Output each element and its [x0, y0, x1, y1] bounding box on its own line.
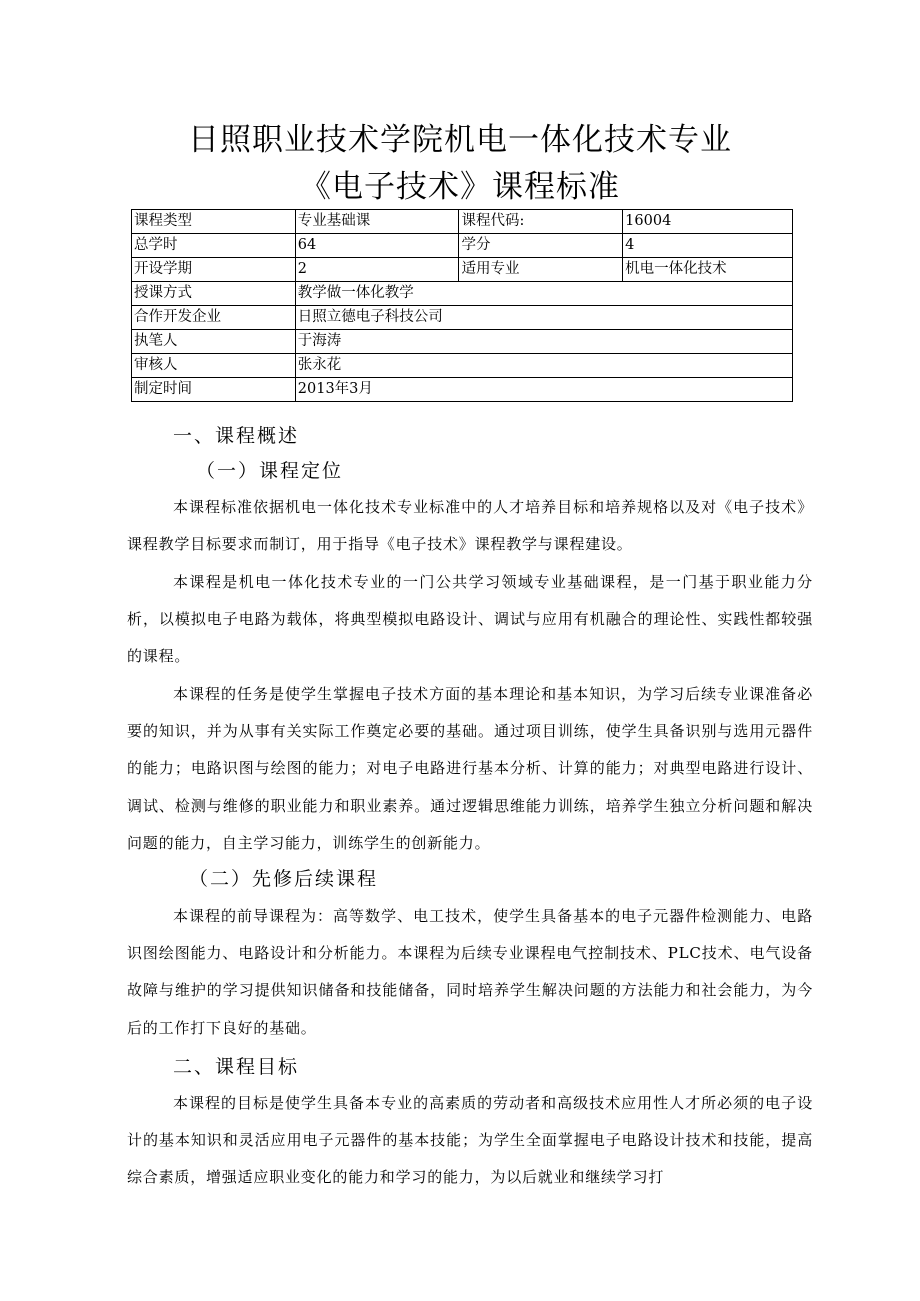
teaching-mode-value: 教学做一体化教学: [295, 282, 792, 306]
document-title-line2: 《电子技术》课程标准: [300, 169, 620, 205]
total-hours-label: 总学时: [132, 234, 296, 258]
section1-heading: 一、课程概述: [173, 425, 300, 447]
section1-sub1-heading: （一）课程定位: [196, 460, 344, 482]
partner-label: 合作开发企业: [132, 306, 296, 330]
paragraph: 本课程的任务是使学生掌握电子技术方面的基本理论和基本知识，为学习后续专业课准备必要的知识，并为从事有关实际工作奠定必要的基础。通过项目训练，使学生具备识别与选用元器件的能力；电路识图与绘图的能力；对电子电路进行基本分析、计算的能力；对典型电路进行设计、调试、检测与维修的职业能力和职业素养。通过逻辑思维能力训练，培养学生独立分析问题和解决问题的能力，自主学习能力，训练学生的创新能力。: [127, 685, 813, 852]
section1-sub2-heading: （二）先修后续课程: [189, 868, 379, 890]
course-info-table: [131, 209, 793, 402]
course-type-label: 课程类型: [132, 210, 296, 234]
paragraph: 本课程是机电一体化技术专业的一门公共学习领域专业基础课程，是一门基于职业能力分析，以模拟电子电路为载体，将典型模拟电路设计、调试与应用有机融合的理论性、实践性都较强的课程。: [127, 573, 813, 666]
table-row: [132, 282, 793, 306]
table-row: [132, 234, 793, 258]
table-row: [132, 378, 793, 402]
paragraph: 本课程标准依据机电一体化技术专业标准中的人才培养目标和培养规格以及对《电子技术》课程教学目标要求而制订，用于指导《电子技术》课程教学与课程建设。: [127, 498, 813, 554]
semester-label: 开设学期: [132, 258, 296, 282]
table-row: [132, 354, 793, 378]
paragraph: 本课程的前导课程为：高等数学、电工技术，使学生具备基本的电子元器件检测能力、电路识图绘图能力、电路设计和分析能力。本课程为后续专业课程电气控制技术、PLC技术、电气设备故障与维护的学习提供知识储备和技能储备，同时培养学生解决问题的方法能力和社会能力，为今后的工作打下良好的基础。: [127, 907, 813, 1037]
table-row: [132, 306, 793, 330]
table-row: [132, 210, 793, 234]
date-label: 制定时间: [132, 378, 296, 402]
course-type-value: 专业基础课: [295, 210, 459, 234]
paragraph: 本课程的目标是使学生具备本专业的高素质的劳动者和高级技术应用性人才所必须的电子设计的基本知识和灵活应用电子元器件的基本技能；为学生全面掌握电子电路设计技术和技能，提高综合素质，增强适应职业变化的能力和学习的能力，为以后就业和继续学习打: [127, 1094, 813, 1187]
course-code-label: 课程代码:: [459, 210, 623, 234]
credits-value: 4: [623, 234, 793, 258]
major-value: 机电一体化技术: [623, 258, 793, 282]
document-title-line1: 日照职业技术学院机电一体化技术专业: [188, 122, 732, 158]
reviewer-value: 张永花: [295, 354, 792, 378]
table-row: [132, 330, 793, 354]
section2-heading: 二、课程目标: [173, 1056, 300, 1078]
date-value: 2013年3月: [295, 378, 792, 402]
reviewer-label: 审核人: [132, 354, 296, 378]
credits-label: 学分: [459, 234, 623, 258]
partner-value: 日照立德电子科技公司: [295, 306, 792, 330]
course-code-value: 16004: [623, 210, 793, 234]
major-label: 适用专业: [459, 258, 623, 282]
total-hours-value: 64: [295, 234, 459, 258]
author-label: 执笔人: [132, 330, 296, 354]
author-value: 于海涛: [295, 330, 792, 354]
teaching-mode-label: 授课方式: [132, 282, 296, 306]
table-row: [132, 258, 793, 282]
semester-value: 2: [295, 258, 459, 282]
